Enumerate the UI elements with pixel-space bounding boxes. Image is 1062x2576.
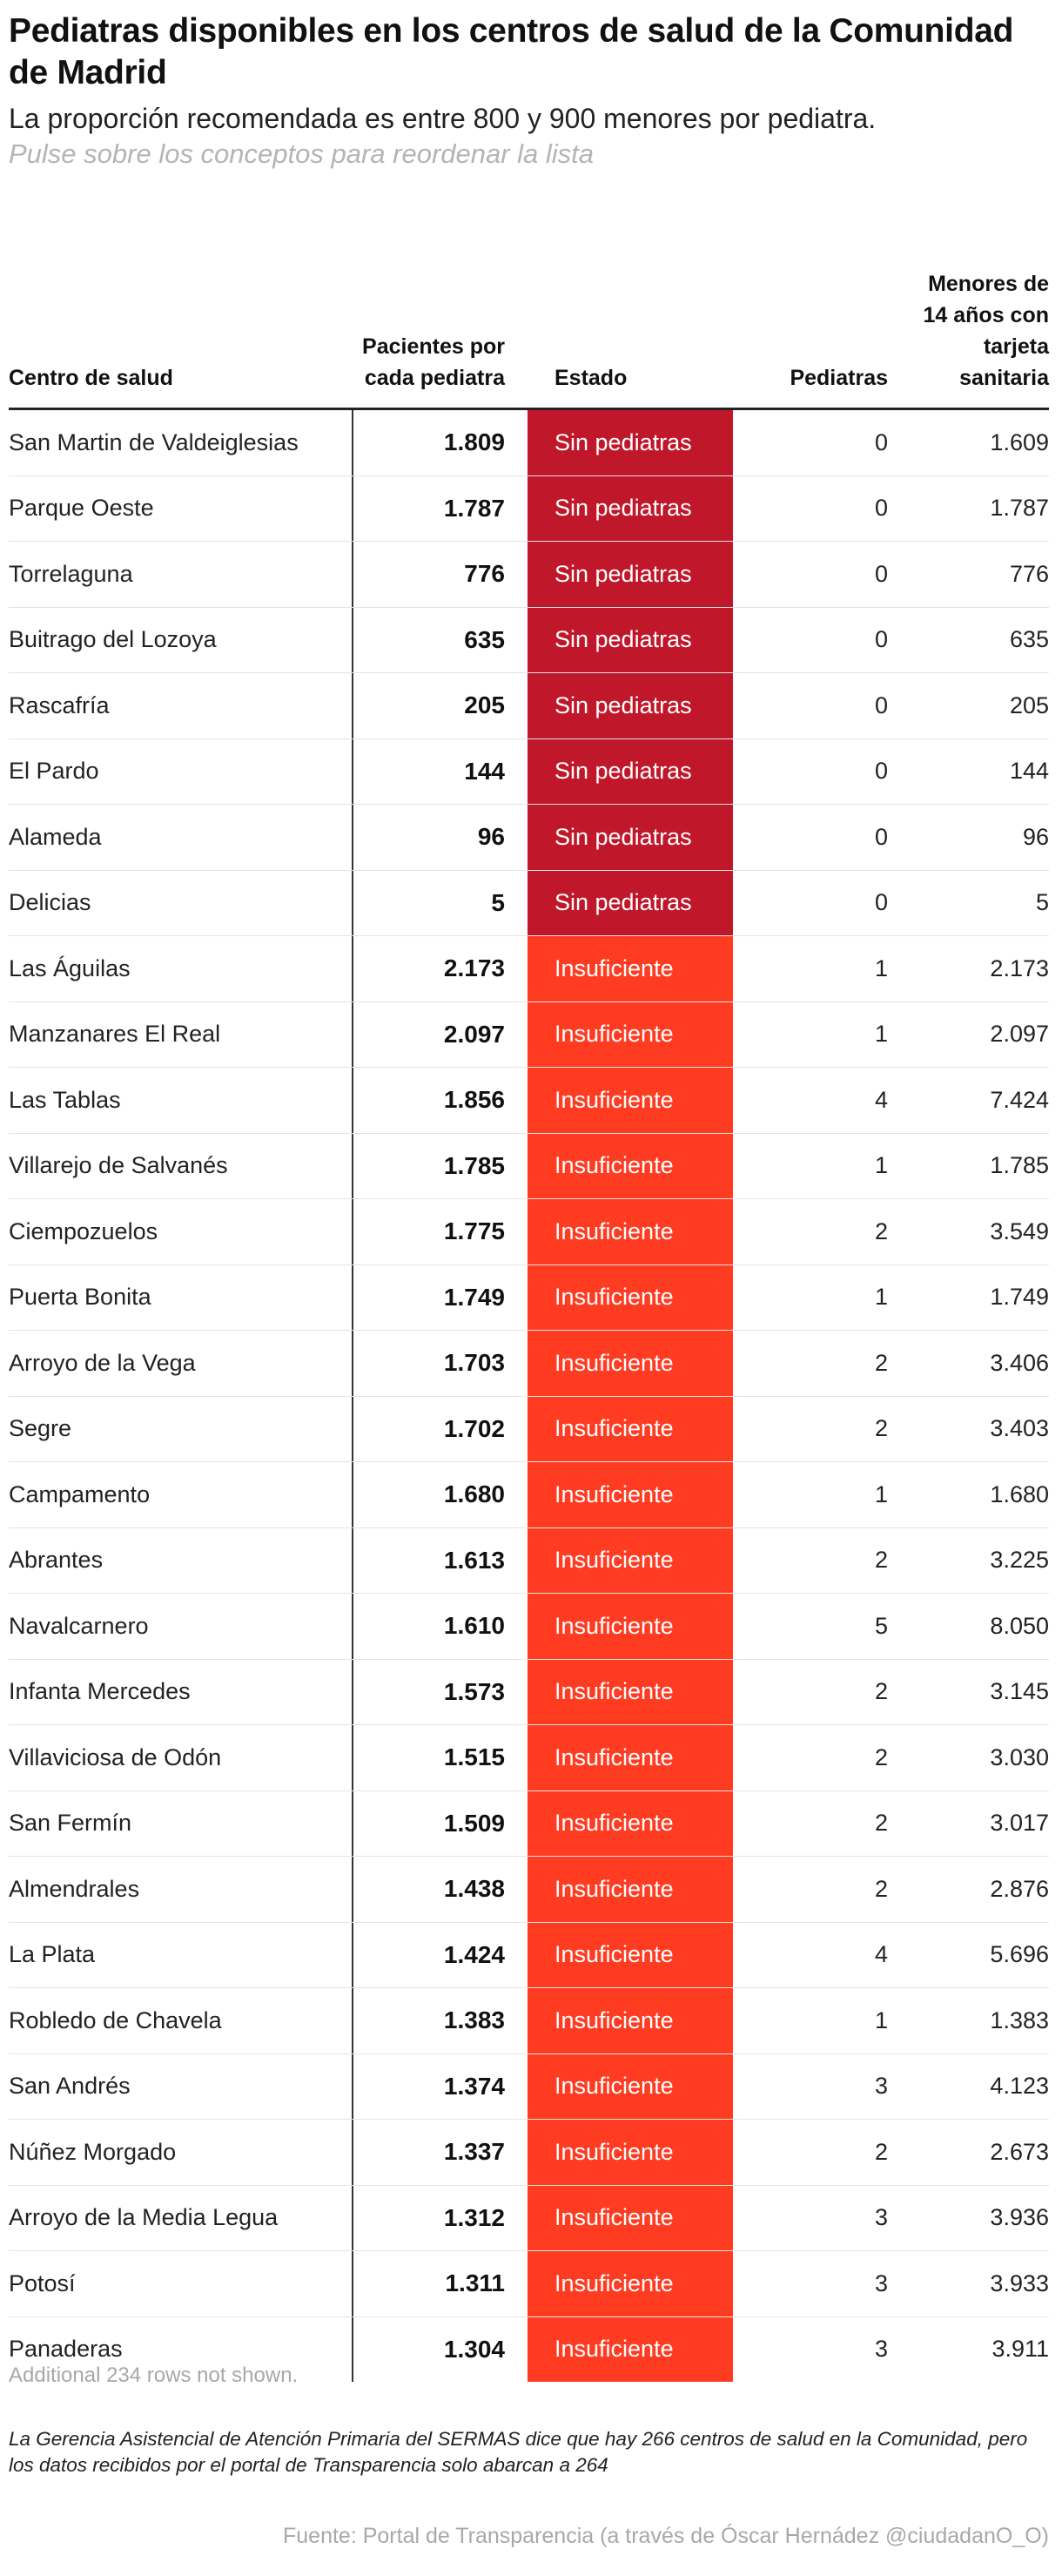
cell-ratio: 1.613: [443, 1546, 505, 1574]
cell-menores: 7.424: [990, 1086, 1049, 1113]
cell-pediatras: 3: [874, 2269, 888, 2296]
cell-estado: Sin pediatras: [528, 410, 733, 475]
cell-ratio: 144: [464, 757, 505, 785]
cell-pediatras: 2: [874, 1875, 888, 1902]
sort-hint: Pulse sobre los conceptos para reordenar la lista: [9, 138, 595, 169]
cell-menores: 5.696: [990, 1941, 1049, 1968]
cell-menores: 8.050: [990, 1612, 1049, 1639]
cell-centro: Torrelaguna: [9, 560, 133, 587]
cell-centro: Campamento: [9, 1480, 151, 1507]
table-row: [9, 1462, 1049, 1528]
cell-ratio: 96: [477, 823, 505, 851]
table-row: [9, 739, 1049, 806]
cell-estado: Insuficiente: [528, 936, 733, 1001]
cell-menores: 205: [1009, 691, 1049, 718]
cell-pediatras: 2: [874, 1415, 888, 1442]
table-row: [9, 805, 1049, 871]
cell-estado: Sin pediatras: [528, 871, 733, 936]
cell-ratio: 1.775: [443, 1217, 505, 1245]
cell-estado: Insuficiente: [528, 2054, 733, 2120]
cell-pediatras: 1: [874, 1480, 888, 1507]
column-header-menores[interactable]: Menores de 14 años con tarjeta sanitaria: [923, 272, 1049, 390]
data-table: [9, 226, 1049, 2382]
cell-centro: Alameda: [9, 823, 102, 850]
cell-menores: 5: [1035, 889, 1049, 916]
cell-centro: Las Tablas: [9, 1086, 121, 1113]
cell-centro: La Plata: [9, 1941, 96, 1968]
cell-estado: Insuficiente: [528, 1528, 733, 1594]
cell-estado: Insuficiente: [528, 1462, 733, 1527]
cell-pediatras: 1: [874, 2006, 888, 2033]
cell-pediatras: 3: [874, 2073, 888, 2100]
cell-centro: El Pardo: [9, 758, 99, 785]
cell-ratio: 1.515: [443, 1743, 505, 1771]
cell-centro: Rascafría: [9, 691, 110, 718]
cell-pediatras: 2: [874, 1217, 888, 1244]
cell-centro: Ciempozuelos: [9, 1217, 158, 1244]
table-row: [9, 410, 1049, 476]
cell-pediatras: 0: [874, 758, 888, 785]
cell-menores: 2.673: [990, 2138, 1049, 2165]
cell-centro: Almendrales: [9, 1875, 140, 1902]
column-header-centro[interactable]: Centro de salud: [9, 366, 173, 390]
cell-menores: 96: [1022, 823, 1049, 850]
cell-ratio: 1.337: [443, 2138, 505, 2166]
cell-centro: Parque Oeste: [9, 495, 154, 522]
cell-menores: 776: [1009, 560, 1049, 587]
cell-menores: 1.383: [990, 2006, 1049, 2033]
cell-estado: Sin pediatras: [528, 476, 733, 542]
cell-pediatras: 4: [874, 1086, 888, 1113]
header: [9, 10, 1049, 171]
cell-menores: 1.749: [990, 1284, 1049, 1311]
cell-pediatras: 1: [874, 1152, 888, 1179]
cell-ratio: 2.173: [443, 954, 505, 982]
table-row: [9, 608, 1049, 674]
cell-menores: 3.549: [990, 1217, 1049, 1244]
cell-ratio: 205: [464, 691, 505, 719]
more-rows-note: Additional 234 rows not shown.: [9, 2364, 299, 2387]
cell-centro: Las Águilas: [9, 954, 131, 981]
cell-centro: San Martin de Valdeiglesias: [9, 428, 299, 455]
cell-menores: 3.145: [990, 1678, 1049, 1705]
column-header-ratio[interactable]: Pacientes por cada pediatra: [362, 334, 505, 390]
table-row: [9, 2251, 1049, 2317]
cell-estado: Insuficiente: [528, 1594, 733, 1659]
table-row: [9, 1265, 1049, 1332]
cell-estado: Sin pediatras: [528, 673, 733, 738]
cell-centro: Delicias: [9, 889, 91, 916]
cell-menores: 1.609: [990, 428, 1049, 455]
cell-estado: Sin pediatras: [528, 542, 733, 607]
cell-estado: Sin pediatras: [528, 608, 733, 673]
cell-ratio: 1.785: [443, 1151, 505, 1179]
cell-estado: Insuficiente: [528, 1331, 733, 1396]
cell-estado: Insuficiente: [528, 1725, 733, 1790]
cell-estado: Sin pediatras: [528, 739, 733, 805]
cell-centro: Panaderas: [9, 2336, 123, 2363]
cell-ratio: 1.424: [443, 1940, 505, 1968]
cell-ratio: 1.509: [443, 1809, 505, 1837]
cell-ratio: 1.856: [443, 1086, 505, 1114]
cell-ratio: 2.097: [443, 1020, 505, 1048]
cell-pediatras: 2: [874, 1810, 888, 1837]
table-row: [9, 542, 1049, 608]
cell-centro: Buitrago del Lozoya: [9, 626, 217, 653]
cell-centro: Infanta Mercedes: [9, 1678, 191, 1705]
cell-centro: Villarejo de Salvanés: [9, 1152, 228, 1179]
table-row: [9, 673, 1049, 739]
cell-ratio: 1.438: [443, 1875, 505, 1903]
cell-centro: Robledo de Chavela: [9, 2006, 222, 2033]
subtitle: La proporción recomendada es entre 800 y 900 menores por pediatra.: [9, 103, 877, 134]
cell-estado: Insuficiente: [528, 1134, 733, 1199]
cell-estado: Insuficiente: [528, 2120, 733, 2185]
table-row: [9, 1397, 1049, 1463]
cell-ratio: 1.787: [443, 494, 505, 522]
cell-estado: Insuficiente: [528, 1397, 733, 1462]
cell-ratio: 1.304: [443, 2335, 505, 2363]
cell-pediatras: 0: [874, 626, 888, 653]
cell-ratio: 1.680: [443, 1480, 505, 1508]
cell-centro: Abrantes: [9, 1547, 104, 1574]
cell-centro: Villaviciosa de Odón: [9, 1743, 222, 1770]
cell-centro: San Fermín: [9, 1810, 132, 1837]
cell-estado: Insuficiente: [528, 1923, 733, 1988]
table-row: [9, 1594, 1049, 1660]
cell-menores: 3.030: [990, 1743, 1049, 1770]
cell-ratio: 1.610: [443, 1612, 505, 1640]
cell-menores: 1.787: [990, 495, 1049, 522]
cell-pediatras: 2: [874, 2138, 888, 2165]
table-row: [9, 476, 1049, 543]
table-row: [9, 1988, 1049, 2054]
cell-estado: Insuficiente: [528, 1660, 733, 1725]
cell-estado: Insuficiente: [528, 2251, 733, 2316]
cell-ratio: 1.383: [443, 2006, 505, 2034]
table-row: [9, 2186, 1049, 2252]
cell-estado: Insuficiente: [528, 1199, 733, 1264]
cell-ratio: 5: [491, 888, 505, 916]
cell-centro: Segre: [9, 1415, 72, 1442]
cell-estado: Insuficiente: [528, 2186, 733, 2251]
cell-menores: 3.225: [990, 1547, 1049, 1574]
cell-pediatras: 1: [874, 1021, 888, 1048]
cell-pediatras: 5: [874, 1612, 888, 1639]
cell-estado: Insuficiente: [528, 1068, 733, 1133]
table-row: [9, 1002, 1049, 1069]
cell-ratio: 1.573: [443, 1677, 505, 1705]
cell-ratio: 1.809: [443, 428, 505, 456]
cell-menores: 3.406: [990, 1349, 1049, 1376]
cell-ratio: 1.749: [443, 1283, 505, 1311]
table-row: [9, 1923, 1049, 1989]
cell-centro: Manzanares El Real: [9, 1021, 221, 1048]
table-row: [9, 1331, 1049, 1397]
cell-centro: Arroyo de la Media Legua: [9, 2204, 279, 2231]
cell-centro: San Andrés: [9, 2073, 131, 2100]
cell-estado: Insuficiente: [528, 1265, 733, 1331]
table-row: [9, 2054, 1049, 2121]
table-row: [9, 936, 1049, 1002]
source-credit: Fuente: Portal de Transparencia (a través de Óscar Hernádez @ciudadanO_O): [283, 2524, 1049, 2548]
table-row: [9, 1857, 1049, 1923]
cell-centro: Núñez Morgado: [9, 2138, 177, 2165]
table-row: [9, 1660, 1049, 1726]
cell-ratio: 1.312: [443, 2203, 505, 2231]
cell-pediatras: 0: [874, 495, 888, 522]
table-header: [9, 226, 1049, 410]
cell-centro: Puerta Bonita: [9, 1284, 151, 1311]
cell-pediatras: 2: [874, 1678, 888, 1705]
cell-pediatras: 3: [874, 2204, 888, 2231]
cell-pediatras: 0: [874, 428, 888, 455]
cell-pediatras: 0: [874, 889, 888, 916]
cell-estado: Insuficiente: [528, 1857, 733, 1922]
cell-menores: 3.017: [990, 1810, 1049, 1837]
cell-menores: 144: [1009, 758, 1049, 785]
cell-menores: 3.933: [990, 2269, 1049, 2296]
cell-pediatras: 1: [874, 1284, 888, 1311]
column-header-estado[interactable]: Estado: [555, 366, 628, 390]
cell-menores: 3.911: [991, 2336, 1049, 2363]
cell-ratio: 1.702: [443, 1414, 505, 1442]
column-header-pediatras[interactable]: Pediatras: [790, 366, 888, 390]
cell-menores: 3.403: [990, 1415, 1049, 1442]
cell-estado: Insuficiente: [528, 1988, 733, 2053]
cell-pediatras: 2: [874, 1743, 888, 1770]
cell-estado: Insuficiente: [528, 2317, 733, 2383]
table-row: [9, 1134, 1049, 1200]
table-row: [9, 1068, 1049, 1134]
cell-pediatras: 3: [874, 2336, 888, 2363]
cell-ratio: 1.703: [443, 1349, 505, 1377]
cell-estado: Insuficiente: [528, 1002, 733, 1068]
cell-menores: 2.097: [990, 1021, 1049, 1048]
table-row: [9, 1528, 1049, 1595]
table-row: [9, 2120, 1049, 2186]
cell-centro: Navalcarnero: [9, 1612, 149, 1639]
cell-menores: 1.680: [990, 1480, 1049, 1507]
cell-estado: Insuficiente: [528, 1791, 733, 1857]
cell-menores: 635: [1009, 626, 1049, 653]
cell-ratio: 635: [464, 625, 505, 653]
table-row: [9, 871, 1049, 937]
cell-pediatras: 4: [874, 1941, 888, 1968]
footnote: La Gerencia Asistencial de Atención Primaria del SERMAS dice que hay 266 centros de salud en la Comunidad, pero los datos recibidos por el portal de Transparencia solo abarcan a 264: [9, 2428, 1028, 2476]
cell-estado: Sin pediatras: [528, 805, 733, 870]
cell-menores: 2.173: [990, 954, 1049, 981]
cell-pediatras: 0: [874, 823, 888, 850]
page-title: Pediatras disponibles en los centros de salud de la Comunidad de Madrid: [9, 12, 1014, 91]
cell-ratio: 1.311: [445, 2269, 505, 2297]
table-row: [9, 1791, 1049, 1858]
cell-ratio: 1.374: [443, 2072, 505, 2100]
table-row: [9, 1725, 1049, 1791]
cell-centro: Arroyo de la Vega: [9, 1349, 196, 1376]
cell-pediatras: 2: [874, 1349, 888, 1376]
cell-centro: Potosí: [9, 2269, 76, 2296]
cell-menores: 4.123: [990, 2073, 1049, 2100]
cell-menores: 1.785: [990, 1152, 1049, 1179]
table-row: [9, 1199, 1049, 1265]
cell-pediatras: 0: [874, 691, 888, 718]
cell-pediatras: 0: [874, 560, 888, 587]
table-body: [9, 410, 1049, 2382]
cell-menores: 3.936: [990, 2204, 1049, 2231]
cell-pediatras: 1: [874, 954, 888, 981]
cell-pediatras: 2: [874, 1547, 888, 1574]
cell-ratio: 776: [464, 560, 505, 588]
cell-menores: 2.876: [990, 1875, 1049, 1902]
